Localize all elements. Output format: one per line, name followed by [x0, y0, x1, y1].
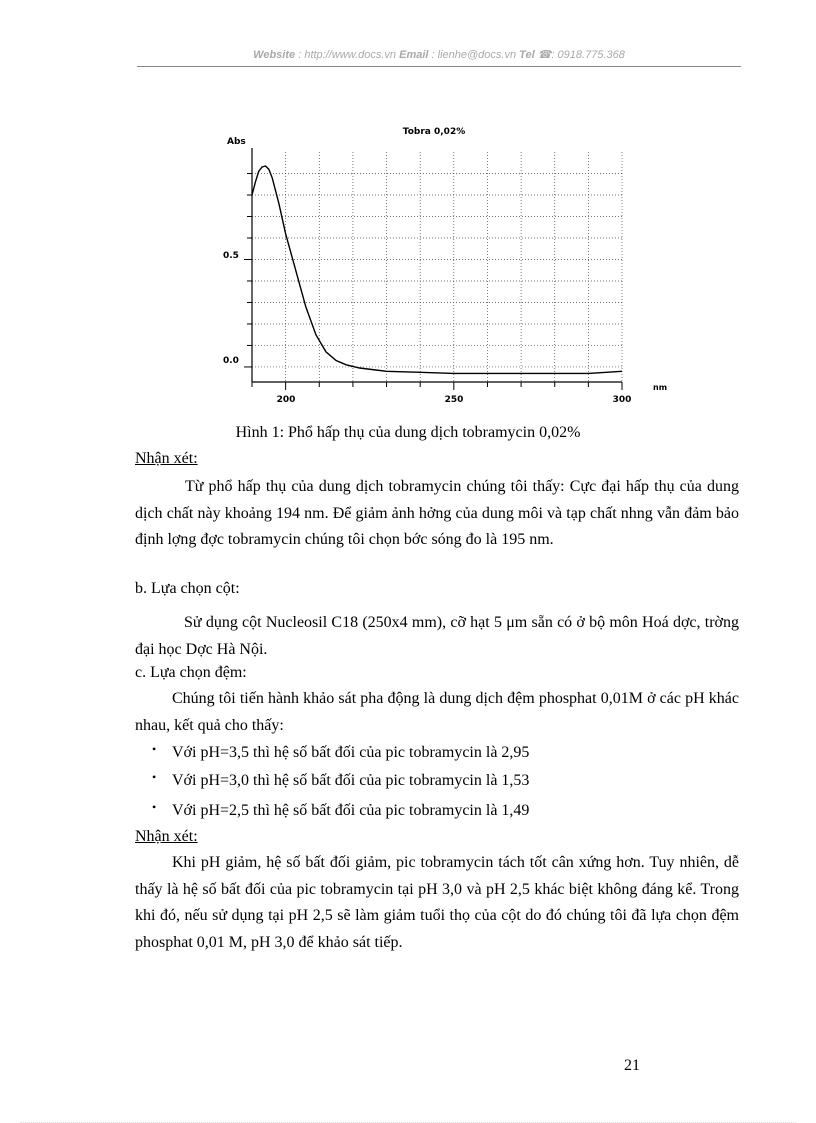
- x-tick-300: 300: [612, 395, 632, 405]
- bullet-icon: •: [152, 800, 157, 814]
- email-link[interactable]: lienhe@docs.vn: [437, 49, 517, 61]
- chart-title: Tobra 0,02%: [402, 127, 466, 137]
- y-axis-label: Abs: [227, 137, 246, 147]
- tel-value: 0918.775.368: [557, 49, 625, 61]
- x-tick-200: 200: [276, 395, 296, 405]
- section-heading-column: b. Lựa chọn cột:: [135, 580, 240, 597]
- paragraph-remarks-2: Khi pH giảm, hệ số bất đối giảm, pic tobramycin tách tốt cân xứng hơn. Tuy nhiên, dễ thấy là hệ số bất đối của pic tobramycin tại pH 3,0 và pH 2,5 khác biệt không đáng kể. Trong khi đó, nếu sử dụng tại pH 2,5 sẽ làm giảm tuổi thọ của cột do đó chúng tôi đã lựa chọn đệm phosphat 0,01 M, pH 3,0 để khảo sát tiếp.: [135, 854, 739, 951]
- bullet-text: Với pH=2,5 thì hệ số bất đối của pic tobramycin là 1,49: [172, 802, 530, 819]
- series-line-tobra: [252, 166, 622, 373]
- section-heading-remarks-1: Nhận xét:: [135, 450, 198, 467]
- phone-icon: ☎: [537, 49, 552, 61]
- email-label: Email: [399, 49, 429, 61]
- y-tick-0.5: 0.5: [223, 251, 239, 261]
- bullet-text: Với pH=3,5 thì hệ số bất đối của pic tobramycin là 2,95: [172, 744, 530, 761]
- bullet-icon: •: [152, 742, 157, 756]
- bullet-icon: •: [152, 770, 157, 784]
- x-tick-250: 250: [444, 395, 464, 405]
- page-number: 21: [624, 1057, 640, 1074]
- bullet-text: Với pH=3,0 thì hệ số bất đối của pic tobramycin là 1,53: [172, 772, 530, 789]
- chart-axes: [244, 148, 622, 390]
- absorption-spectrum-chart: [215, 118, 685, 413]
- section-heading-buffer: c. Lựa chọn đệm:: [135, 664, 247, 681]
- x-axis-label: nm: [653, 383, 668, 392]
- paragraph-remarks-1: Từ phổ hấp thụ của dung dịch tobramycin chúng tôi thấy: Cực đại hấp thụ của dung dịch chất này khoảng 194 nm. Để giảm ảnh hởng của dung môi và tạp chất nhng vẫn đảm bảo định lợng đợc tobramycin chúng tôi chọn bớc sóng đo là 195 nm.: [135, 478, 739, 548]
- page-header: Website : http://www.docs.vn Email : lienhe@docs.vn Tel ☎: 0918.775.368: [137, 48, 741, 67]
- chart-grid: [252, 152, 622, 382]
- tel-label: Tel: [519, 49, 535, 61]
- paragraph-buffer: Chúng tôi tiến hành khảo sát pha động là dung dịch đệm phosphat 0,01M ở các pH khác nhau, kết quả cho thấy:: [135, 690, 739, 734]
- website-label: Website: [253, 49, 296, 61]
- section-heading-remarks-2: Nhận xét:: [135, 828, 198, 845]
- figure-caption: Hình 1: Phổ hấp thụ của dung dịch tobramycin 0,02%: [235, 424, 581, 441]
- website-link[interactable]: http://www.docs.vn: [304, 49, 397, 61]
- paragraph-column: Sử dụng cột Nucleosil C18 (250x4 mm), cỡ hạt 5 μm sẵn có ở bộ môn Hoá dợc, trờng đại học Dợc Hà Nội.: [135, 614, 739, 658]
- y-tick-0.0: 0.0: [223, 356, 239, 366]
